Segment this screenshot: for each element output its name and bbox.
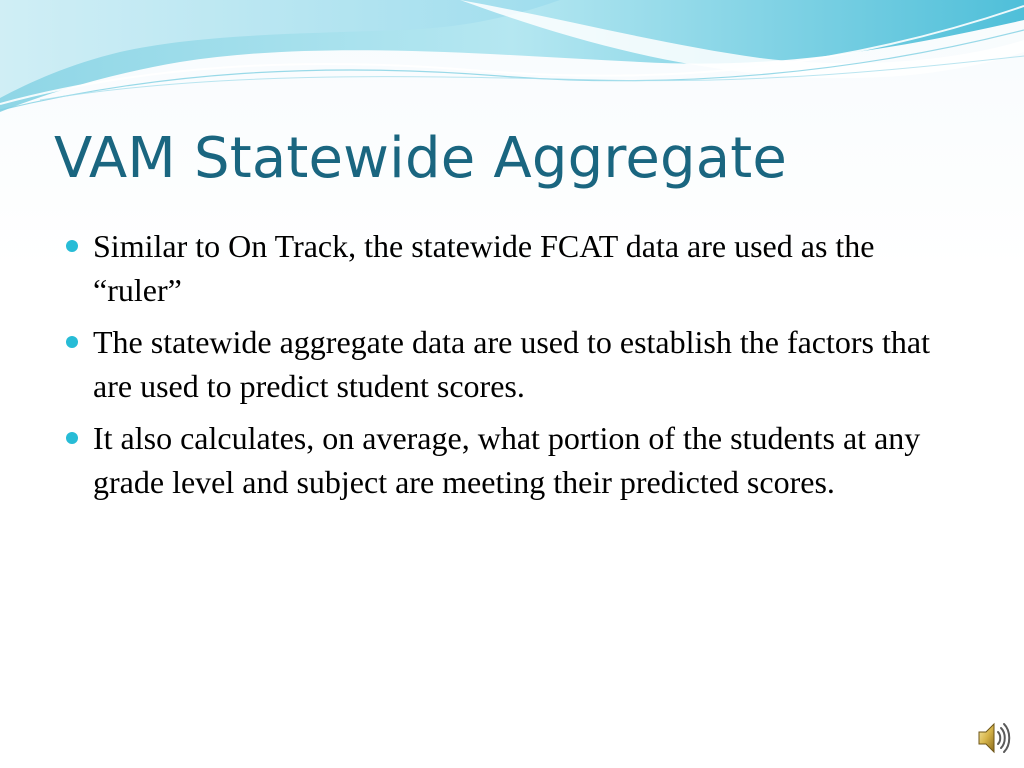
- bullet-dot-icon: [66, 432, 78, 444]
- bullet-text: Similar to On Track, the statewide FCAT data are used as the “ruler”: [93, 228, 875, 308]
- bullet-item: [62, 320, 962, 408]
- bullet-item: [62, 224, 962, 312]
- bullet-list: [62, 224, 962, 512]
- bullet-dot-icon: [66, 336, 78, 348]
- bullet-text: It also calculates, on average, what portion of the students at any grade level and subject are meeting their predicted scores.: [93, 420, 921, 500]
- bullet-text: The statewide aggregate data are used to establish the factors that are used to predict student scores.: [93, 324, 930, 404]
- slide-title: VAM Statewide Aggregate: [54, 126, 788, 191]
- header-wave-decoration: [0, 0, 1024, 120]
- bullet-item: [62, 416, 962, 504]
- bullet-dot-icon: [66, 240, 78, 252]
- speaker-icon[interactable]: [975, 718, 1011, 758]
